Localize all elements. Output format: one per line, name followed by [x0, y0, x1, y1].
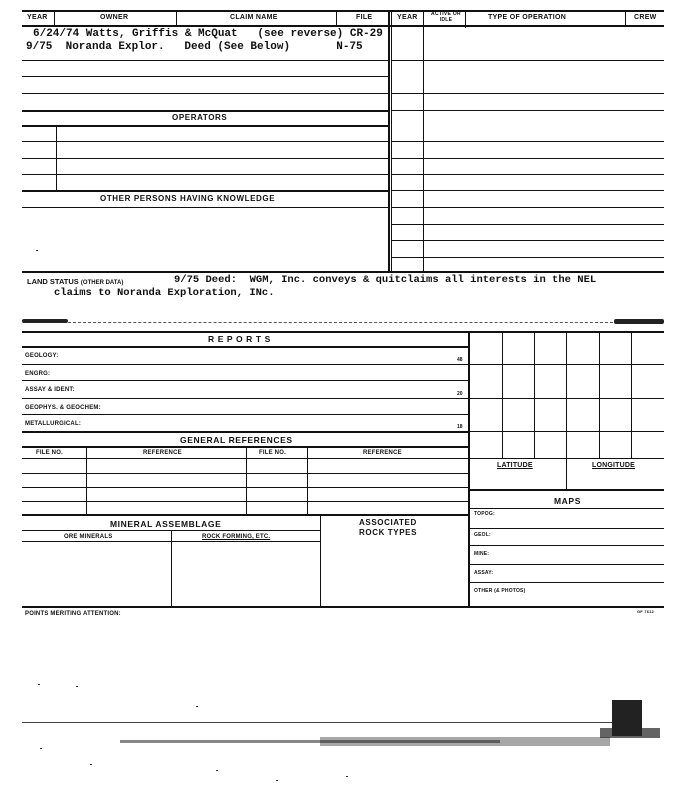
- maps-other: OTHER (& PHOTOS): [474, 588, 526, 594]
- reports-metallurgical: METALLURGICAL:: [25, 421, 82, 427]
- ref-col-file-no-2: FILE NO.: [259, 450, 286, 456]
- ref-col-reference-2: REFERENCE: [363, 450, 402, 456]
- reports-geology-number: 48: [457, 357, 463, 363]
- header-owner: OWNER: [100, 14, 129, 21]
- points-meriting-label: POINTS MERITING ATTENTION:: [25, 611, 121, 617]
- reports-metallurgical-number: 18: [457, 424, 463, 430]
- operators-title: OPERATORS: [172, 113, 228, 122]
- scan-smudge: [614, 319, 664, 324]
- header-active-idle: ACTIVE OR IDLE: [431, 11, 461, 23]
- ref-col-reference-1: REFERENCE: [143, 450, 182, 456]
- header-file: FILE: [356, 14, 373, 21]
- longitude-label: LONGITUDE: [592, 462, 636, 469]
- owner-entry-1: 6/24/74 Watts, Griffis & McQuat (see reverse) CR-29: [33, 28, 383, 40]
- other-persons-title: OTHER PERSONS HAVING KNOWLEDGE: [100, 194, 276, 203]
- maps-geol: GEOL:: [474, 532, 491, 538]
- header-year-2: YEAR: [397, 14, 418, 21]
- owner-entry-2: 9/75 Noranda Explor. Deed (See Below) N-75: [26, 41, 363, 53]
- header-crew: CREW: [634, 14, 657, 21]
- general-references-title: GENERAL REFERENCES: [180, 435, 293, 445]
- reports-geology: GEOLOGY:: [25, 353, 59, 359]
- ore-minerals-label: ORE MINERALS: [64, 534, 113, 540]
- land-status-line-1: 9/75 Deed: WGM, Inc. conveys & quitclaims all interests in the NEL: [174, 274, 597, 286]
- header-type-of-operation: TYPE OF OPERATION: [488, 14, 567, 21]
- scan-artifact-blot: [600, 728, 660, 738]
- maps-assay: ASSAY:: [474, 570, 494, 576]
- ref-col-file-no-1: FILE NO.: [36, 450, 63, 456]
- header-claim-name: CLAIM NAME: [230, 14, 278, 21]
- scan-artifact-line: [22, 722, 622, 723]
- maps-mine: MINE:: [474, 551, 490, 557]
- rock-forming-label: ROCK FORMING, ETC.: [202, 534, 271, 540]
- form-code: GF 7612: [637, 609, 654, 614]
- rock-types-label: ROCK TYPES: [359, 528, 418, 537]
- reports-title: R E P O R T S: [208, 334, 271, 344]
- maps-title: MAPS: [554, 496, 581, 506]
- scan-smudge: [22, 319, 68, 323]
- header-bottom-rule: [22, 25, 664, 27]
- scan-artifact-streak: [320, 737, 610, 746]
- right-panel-divider: [388, 10, 390, 272]
- top-border: [22, 10, 664, 12]
- land-status-line-2: claims to Noranda Exploration, INc.: [54, 287, 275, 299]
- latitude-label: LATITUDE: [497, 462, 533, 469]
- maps-topog: TOPOG:: [474, 511, 495, 517]
- associated-label: ASSOCIATED: [359, 518, 417, 527]
- reports-assay: ASSAY & IDENT:: [25, 387, 75, 393]
- reports-engrg: ENGRG:: [25, 371, 51, 377]
- header-year: YEAR: [27, 14, 48, 21]
- reports-geophys: GEOPHYS. & GEOCHEM:: [25, 405, 101, 411]
- land-status-label: LAND STATUS (OTHER DATA): [27, 277, 124, 286]
- reports-assay-number: 20: [457, 391, 463, 397]
- mineral-assemblage-title: MINERAL ASSEMBLAGE: [110, 519, 222, 529]
